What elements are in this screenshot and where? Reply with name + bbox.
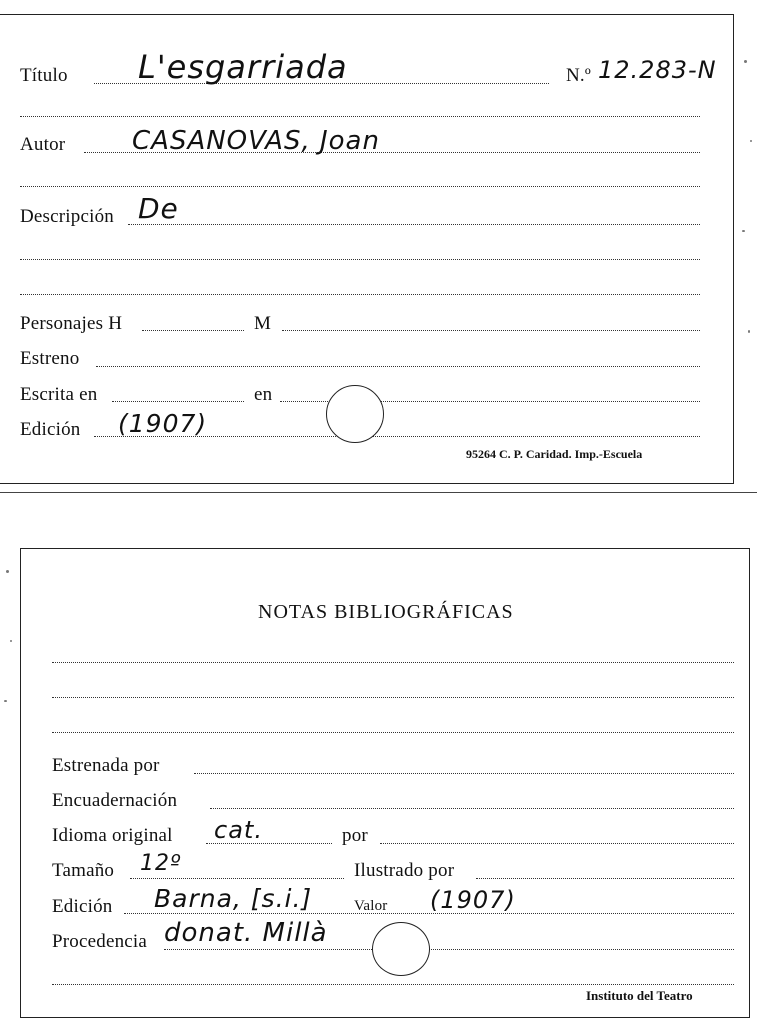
titulo-label: Título [20, 65, 68, 86]
idioma-label: Idioma original [52, 825, 173, 846]
back-edicion-value: Barna, [s.i.] [154, 884, 313, 913]
edicion-label: Edición [20, 419, 81, 440]
escrita-label: Escrita en [20, 384, 98, 405]
estrenada-label: Estrenada por [52, 755, 160, 776]
numero-value: 12.283-N [598, 56, 717, 84]
tamano-label: Tamaño [52, 860, 115, 881]
back-final-line [52, 984, 734, 985]
encuadernacion-line [210, 808, 734, 809]
notas-line-3 [52, 732, 734, 733]
numero-label: N.º [566, 65, 591, 86]
titulo-value: L'esgarriada [138, 48, 348, 86]
estreno-line [96, 366, 700, 367]
titulo-line-2 [20, 116, 700, 117]
por-label: por [342, 825, 368, 846]
valor-value: (1907) [430, 886, 516, 914]
valor-label: Valor [354, 898, 388, 914]
scan-noise [10, 640, 12, 642]
autor-label: Autor [20, 134, 66, 155]
ilustrado-label: Ilustrado por [354, 860, 455, 881]
estrenada-line [194, 773, 734, 774]
descripcion-value: De [138, 192, 179, 225]
descripcion-line-2 [20, 259, 700, 260]
autor-value: CASANOVAS, Joan [132, 126, 380, 156]
notas-heading: NOTAS BIBLIOGRÁFICAS [258, 601, 514, 623]
escrita-line [112, 401, 244, 402]
scan-noise [744, 60, 747, 63]
notas-line-2 [52, 697, 734, 698]
encuadernacion-label: Encuadernación [52, 790, 178, 811]
scan-noise [748, 330, 750, 333]
scan-noise [6, 570, 9, 573]
descripcion-line [128, 224, 700, 225]
notas-line-1 [52, 662, 734, 663]
punch-hole-back [372, 922, 430, 976]
ilustrado-line [476, 878, 734, 879]
scan-noise [742, 230, 745, 232]
personajes-h-line [142, 330, 244, 331]
punch-hole [326, 385, 384, 443]
edicion-value: (1907) [118, 409, 208, 438]
personajes-m-line [282, 330, 700, 331]
personajes-label: Personajes H [20, 313, 123, 334]
scan-noise [4, 700, 7, 702]
scan-noise [750, 140, 752, 142]
estreno-label: Estreno [20, 348, 80, 369]
por-line [380, 843, 734, 844]
back-edicion-line [124, 913, 734, 914]
idioma-value: cat. [214, 816, 263, 844]
card-bottom-edge [0, 492, 757, 493]
procedencia-label: Procedencia [52, 931, 148, 952]
autor-line-2 [20, 186, 700, 187]
m-label: M [254, 313, 272, 334]
institute-name: Instituto del Teatro [586, 988, 693, 1003]
tamano-line [130, 878, 344, 879]
tamano-value: 12º [140, 851, 182, 876]
descripcion-label: Descripción [20, 206, 114, 227]
procedencia-line [164, 949, 734, 950]
en-label: en [254, 384, 273, 405]
back-edicion-label: Edición [52, 896, 113, 917]
procedencia-value: donat. Millà [164, 918, 328, 948]
descripcion-line-3 [20, 294, 700, 295]
printer-note: 95264 C. P. Caridad. Imp.-Escuela [466, 447, 643, 461]
